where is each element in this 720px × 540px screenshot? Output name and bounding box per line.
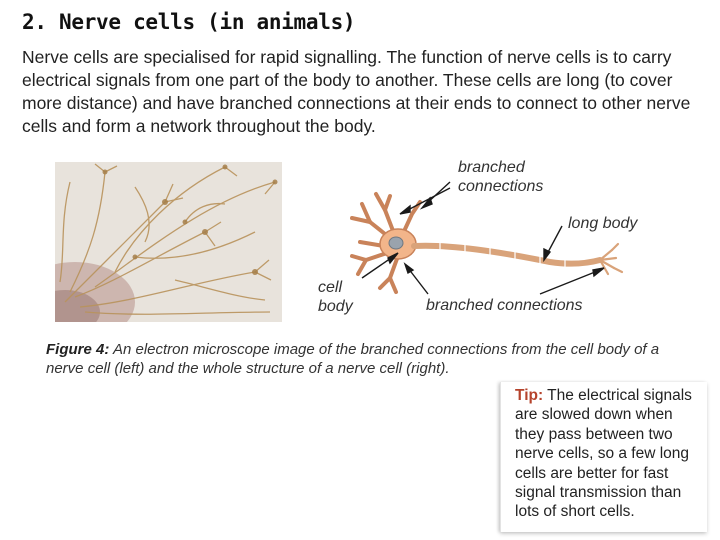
label-cell-body: cell body [318, 279, 353, 315]
tip-box [500, 382, 707, 532]
label-branched-bottom: branched connections [426, 297, 583, 314]
figure-label: Figure 4: [46, 341, 110, 358]
label-long-body: long body [568, 215, 638, 232]
figure-caption [46, 340, 666, 378]
tip-paragraph [515, 386, 701, 522]
tip-text: The electrical signals are slowed down when they pass between two nerve cells, so a few long cells are better for fast signal transmission than lots of short cells. [515, 387, 692, 521]
microscope-image [55, 162, 282, 322]
section-heading: 2. Nerve cells (in animals) [22, 10, 356, 34]
neuron-diagram [300, 152, 660, 332]
intro-paragraph: Nerve cells are specialised for rapid signalling. The function of nerve cells is to carry electrical signals from one part of the body to another. These cells are long (to cover more distance) and have branched connections at their ends to connect to other nerve cells and form a network throughout the body. [22, 47, 691, 136]
figure-caption-text: An electron microscope image of the branched connections from the cell body of a nerve cell (left) and the whole structure of a nerve cell (right). [46, 341, 660, 377]
label-branched-top: branched connections [458, 159, 544, 195]
tip-label: Tip: [515, 387, 544, 404]
